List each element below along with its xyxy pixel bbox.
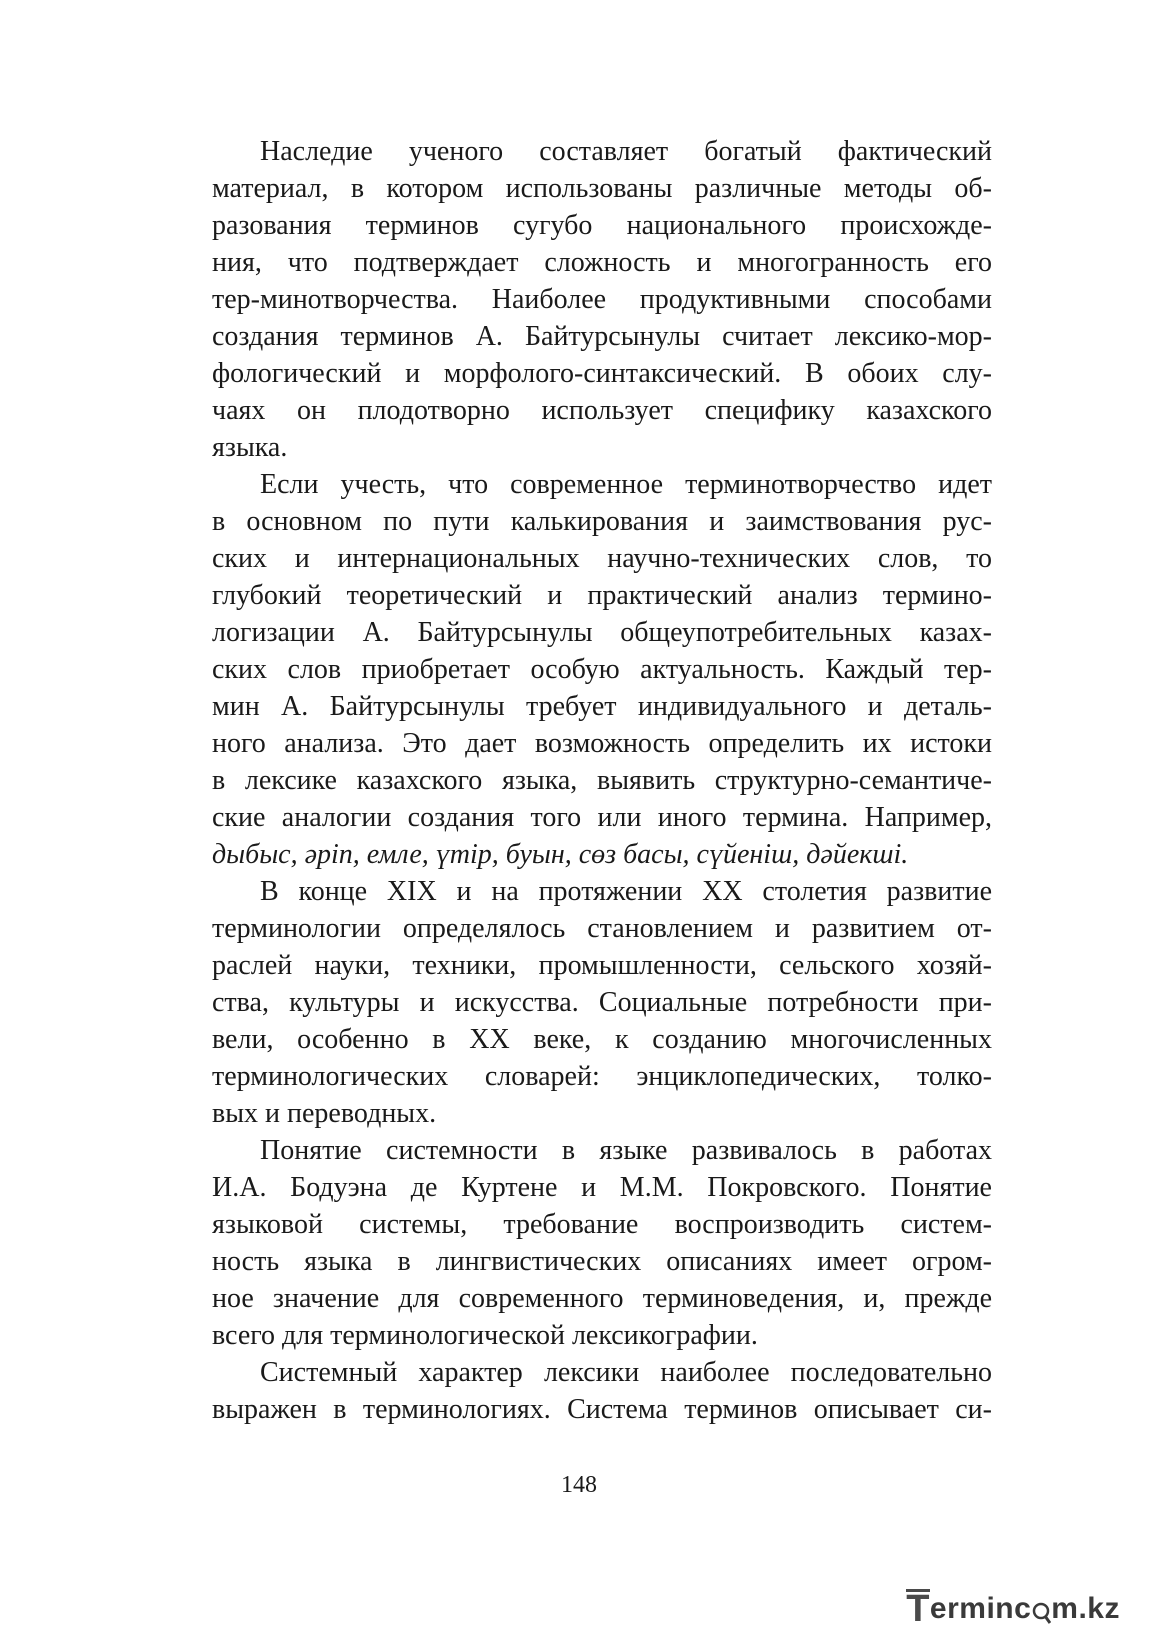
italic-examples-line: дыбыс, әріп, емле, үтір, буын, сөз басы, сүйеніш, дәйекші.	[212, 839, 909, 870]
paragraph	[212, 873, 992, 1132]
text-line: материал, в котором использованы различные методы об-	[212, 173, 992, 204]
text-line: терминологии определялось становлением и развитием от-	[212, 913, 992, 944]
text-line: языковой системы, требование воспроизводить систем-	[212, 1209, 992, 1240]
text-line: фологический и морфолого-синтаксический. В обоих слу-	[212, 358, 992, 389]
text-line: глубокий теоретический и практический анализ термино-	[212, 580, 992, 611]
site-watermark-logo	[906, 1584, 1120, 1630]
text-line: В конце XIX и на протяжении XX столетия развитие	[260, 876, 992, 907]
watermark-text-tail: m.kz	[1051, 1592, 1120, 1625]
page-number: 148	[561, 1472, 597, 1498]
text-line: ния, что подтверждает сложность и многогранность его	[212, 247, 992, 278]
text-line: ность языка в лингвистических описаниях имеет огром-	[212, 1246, 992, 1277]
body-text	[212, 133, 992, 1428]
text-line: всего для терминологической лексикографии.	[212, 1320, 758, 1351]
text-line: Системный характер лексики наиболее последовательно	[260, 1357, 992, 1388]
paragraph	[212, 466, 992, 873]
text-line: И.А. Бодуэна де Куртене и М.М. Покровского. Понятие	[212, 1172, 992, 1203]
text-line: выражен в терминологиях. Система терминов описывает си-	[212, 1394, 992, 1425]
text-line: вых и переводных.	[212, 1098, 437, 1129]
text-line: логизации А. Байтурсынулы общеупотребительных казах-	[212, 617, 992, 648]
text-line: ства, культуры и искусства. Социальные потребности при-	[212, 987, 992, 1018]
text-line: Наследие ученого составляет богатый фактический	[260, 136, 992, 167]
text-line: в основном по пути калькирования и заимствования рус-	[212, 506, 992, 537]
text-line: чаях он плодотворно использует специфику казахского	[212, 395, 992, 426]
magnifier-icon	[1031, 1596, 1051, 1626]
watermark-text: erminc	[929, 1592, 1032, 1625]
text-line: создания терминов А. Байтурсынулы считает лексико-мор-	[212, 321, 992, 352]
text-line: ного анализа. Это дает возможность определить их истоки	[212, 728, 992, 759]
text-line: ские аналогии создания того или иного термина. Например,	[212, 802, 992, 833]
watermark-t-glyph: T	[906, 1588, 930, 1630]
text-line: тер-минотворчества. Наиболее продуктивными способами	[212, 284, 992, 315]
text-line: раслей науки, техники, промышленности, сельского хозяй-	[212, 950, 992, 981]
text-line: в лексике казахского языка, выявить структурно-семантиче-	[212, 765, 992, 796]
text-line: ских слов приобретает особую актуальность. Каждый тер-	[212, 654, 992, 685]
paragraph	[212, 1354, 992, 1428]
text-line: разования терминов сугубо национального происхожде-	[212, 210, 992, 241]
text-line: терминологических словарей: энциклопедических, толко-	[212, 1061, 992, 1092]
text-line: мин А. Байтурсынулы требует индивидуального и деталь-	[212, 691, 992, 722]
text-line: ное значение для современного терминоведения, и, прежде	[212, 1283, 992, 1314]
text-line: языка.	[212, 432, 288, 463]
paragraph	[212, 133, 992, 466]
text-line: Если учесть, что современное терминотворчество идет	[260, 469, 992, 500]
text-line: ских и интернациональных научно-технических слов, то	[212, 543, 992, 574]
text-line: вели, особенно в XX веке, к созданию многочисленных	[212, 1024, 992, 1055]
paragraph	[212, 1132, 992, 1354]
text-line: Понятие системности в языке развивалось в работах	[260, 1135, 992, 1166]
